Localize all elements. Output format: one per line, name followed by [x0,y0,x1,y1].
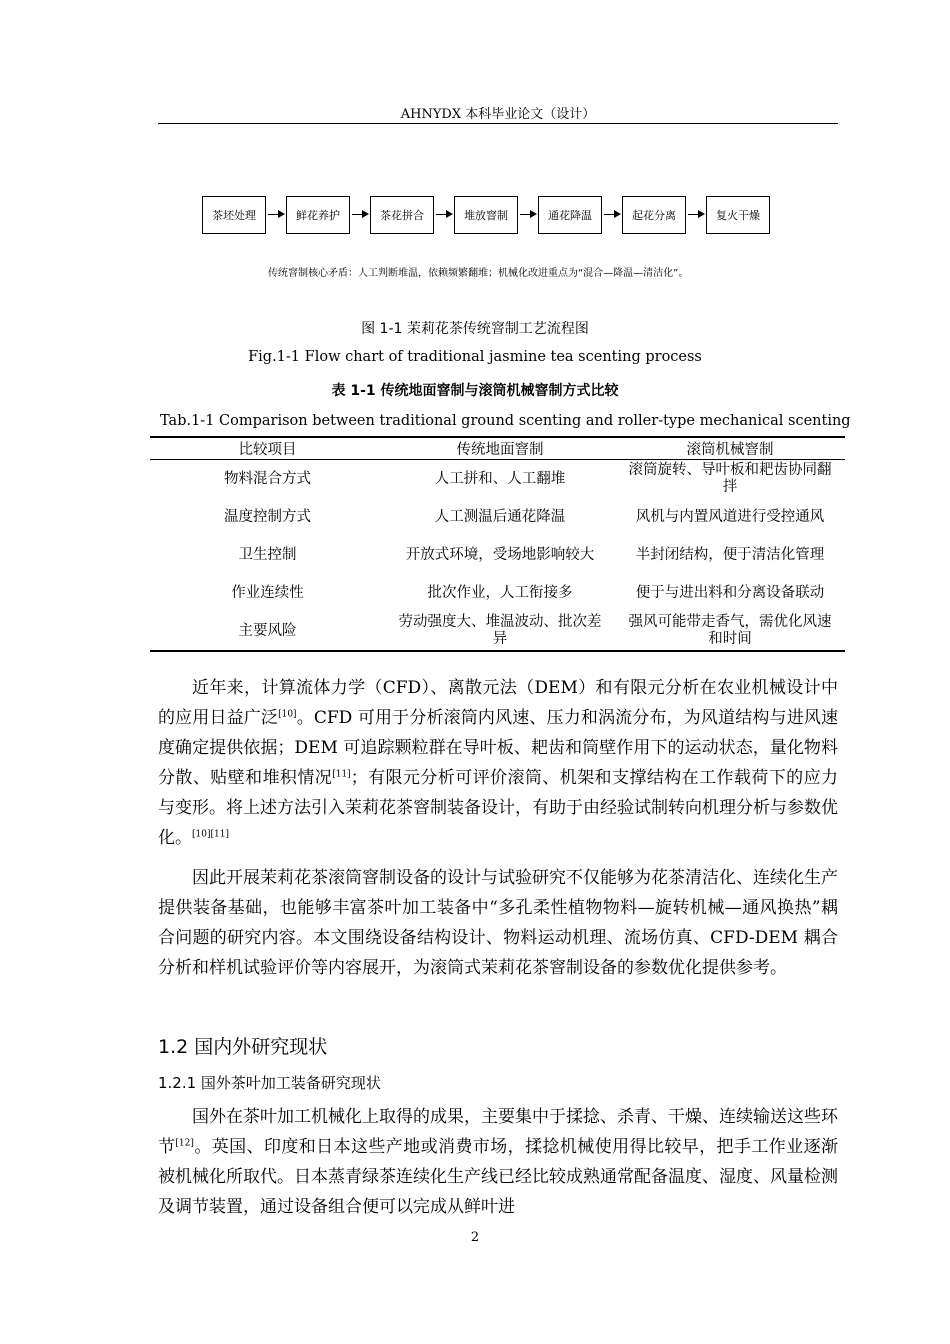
cell-text: 劳动强度大、堆温波动、批次差异 [398,614,602,647]
cell-text: 主要风险 [238,622,297,639]
paragraph-text: ；有限元分析可评价滚筒、机架和支撑结构在工作载荷下的应力与变形。将上述方法引入茉莉花茶窨制装备设计，有助于由经验试制转向机理分析与参数优化。 [158,768,839,848]
table-header-row [150,437,845,460]
cell-text: 强风可能带走香气，需优化风速和时间 [628,614,832,647]
cell-text: 滚筒旋转、导叶板和耙齿协同翻拌 [628,462,832,495]
table-row [150,574,845,612]
paragraph-text: 。CFD 可用于分析滚筒内风速、压力和涡流分布，为风道结构与进风速度确定提供依据；DEM 可追踪颗粒群在导叶板、耙齿和筒壁作用下的运动状态，量化物料分散、贴壁和堆积情况 [158,708,838,788]
cell-text: 人工拼和、人工翻堆 [434,470,566,487]
table-cell [150,498,385,536]
table-header: 传统地面窨制 [385,437,615,460]
table-row [150,536,845,574]
cell-text: 风机与内置风道进行受控通风 [635,508,825,525]
table-cell [150,574,385,612]
flow-step-6: 起花分离 [622,196,686,234]
flow-arrow-icon [520,214,535,215]
paragraph-text: 。英国、印度和日本这些产地或消费市场，揉捻机械使用得比较早，把手工作业逐渐被机械化所取代。日本蒸青绿茶连续化生产线已经比较成熟通常配备温度、湿度、风量检测及调节装置，通过设备组合便可以完成从鲜叶进 [158,1137,839,1217]
table-cell [385,536,615,574]
table-cell [150,460,385,499]
table-cell [615,574,845,612]
table-cell [615,498,845,536]
body-paragraph-2: 因此开展茉莉花茶滚筒窨制设备的设计与试验研究不仅能够为花茶清洁化、连续化生产提供装备基础，也能够丰富茶叶加工装备中“多孔柔性植物物料—旋转机械—通风换热”耦合问题的研究内容。本文围绕设备结构设计、物料运动机理、流场仿真、CFD-DEM 耦合分析和样机试验评价等内容展开，为滚筒式茉莉花茶窨制设备的参数优化提供参考。 [158,868,838,978]
table-row [150,460,845,499]
cell-text: 温度控制方式 [224,508,311,525]
table-header: 滚筒机械窨制 [615,437,845,460]
table-caption-en: Tab.1-1 Comparison between traditional ground scenting and roller-type mechanical scenting [160,413,851,429]
cell-text: 开放式环境，受场地影响较大 [405,546,595,563]
cell-text: 半封闭结构，便于清洁化管理 [635,546,825,563]
cell-text: 物料混合方式 [224,470,311,487]
flow-arrow-icon [604,214,619,215]
page-number: 2 [470,1230,480,1245]
flow-arrow-icon [688,214,703,215]
table-cell [615,536,845,574]
table-row [150,612,845,651]
header-rule [158,123,838,124]
citation: [12] [175,1138,194,1149]
running-header: AHNYDX 本科毕业论文（设计） [400,107,596,122]
citation: [11] [332,769,351,780]
flow-arrow-icon [268,214,283,215]
table-cell [615,460,845,499]
figure-caption-cn: 图 1-1 茉莉花茶传统窨制工艺流程图 [361,321,589,337]
paragraph-text: 近年来，计算流体力学（CFD）、离散元法（DEM）和有限元分析在农业机械设计中的应用日益广泛 [158,678,838,728]
flow-step-7: 复火干燥 [706,196,770,234]
flow-arrow-icon [436,214,451,215]
figure-caption-en: Fig.1-1 Flow chart of traditional jasmine tea scenting process [248,349,702,365]
table-cell [385,460,615,499]
citation: [10] [278,709,297,720]
cell-text: 作业连续性 [231,584,304,601]
table-cell [150,612,385,651]
cell-text: 卫生控制 [238,546,297,563]
body-paragraph-1 [158,673,838,853]
citation: [10][11] [192,829,229,840]
paragraph-text: 国外在茶叶加工机械化上取得的成果，主要集中于揉捻、杀青、干燥、连续输送这些环节 [158,1107,838,1157]
flow-note: 传统窨制核心矛盾：人工判断堆温，依赖频繁翻堆；机械化改进重点为“混合—降温—清洁化”。 [268,268,689,279]
process-flowchart [202,196,782,238]
table-cell [385,612,615,651]
flow-step-5: 通花降温 [538,196,602,234]
table-header: 比较项目 [150,437,385,460]
table-cell [150,536,385,574]
comparison-table [150,436,845,652]
flow-step-4: 堆放窨制 [454,196,518,234]
flow-step-3: 茶花拼合 [370,196,434,234]
table-row [150,498,845,536]
table-cell [615,612,845,651]
table-caption-cn: 表 1-1 传统地面窨制与滚筒机械窨制方式比较 [331,383,619,399]
flow-arrow-icon [352,214,367,215]
section-heading: 1.2 国内外研究现状 [158,1036,328,1058]
body-paragraph-3 [158,1102,838,1222]
subsection-heading: 1.2.1 国外茶叶加工装备研究现状 [158,1074,381,1092]
table-cell [385,574,615,612]
table-cell [385,498,615,536]
cell-text: 便于与进出料和分离设备联动 [635,584,825,601]
cell-text: 人工测温后通花降温 [434,508,566,525]
flow-step-2: 鲜花养护 [286,196,350,234]
flow-step-1: 茶坯处理 [202,196,266,234]
cell-text: 批次作业，人工衔接多 [427,584,573,601]
